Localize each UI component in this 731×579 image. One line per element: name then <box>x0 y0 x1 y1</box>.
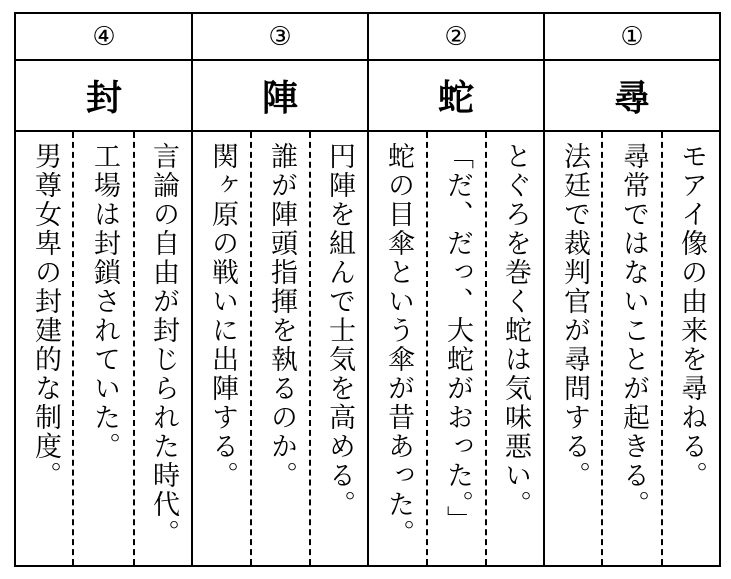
target-kanji: 封 <box>85 76 122 119</box>
example-sentence: 尋常ではないことが起きる。 <box>618 142 649 519</box>
target-kanji: 蛇 <box>437 76 474 119</box>
example-sentence: 蛇の目傘という傘が昔あった。 <box>383 142 414 548</box>
example-sentence: 法廷で裁判官が尋問する。 <box>559 142 590 490</box>
example-sentence: モアイ像の由来を尋ねる。 <box>676 142 707 490</box>
column-number: ③ <box>268 21 292 52</box>
column-number: ① <box>620 21 644 52</box>
target-kanji: 尋 <box>613 76 650 119</box>
example-sentence: 工場は封鎖されていた。 <box>89 142 120 461</box>
example-sentence: 「だ、だっ、大蛇がおった。」 <box>442 142 473 535</box>
example-sentence: とぐろを巻く蛇は気味悪い。 <box>500 142 531 519</box>
example-sentence: 言論の自由が封じられた時代。 <box>148 142 179 548</box>
target-kanji: 陣 <box>261 76 298 119</box>
example-sentence: 円陣を組んで士気を高める。 <box>324 142 355 519</box>
example-sentence: 誰が陣頭指揮を執るのか。 <box>266 142 297 490</box>
example-sentence: 関ヶ原の戦いに出陣する。 <box>207 142 238 490</box>
kanji-practice-sheet <box>14 12 721 567</box>
column-number: ④ <box>92 21 116 52</box>
column-number: ② <box>444 21 468 52</box>
example-sentence: 男尊女卑の封建的な制度。 <box>30 142 61 490</box>
